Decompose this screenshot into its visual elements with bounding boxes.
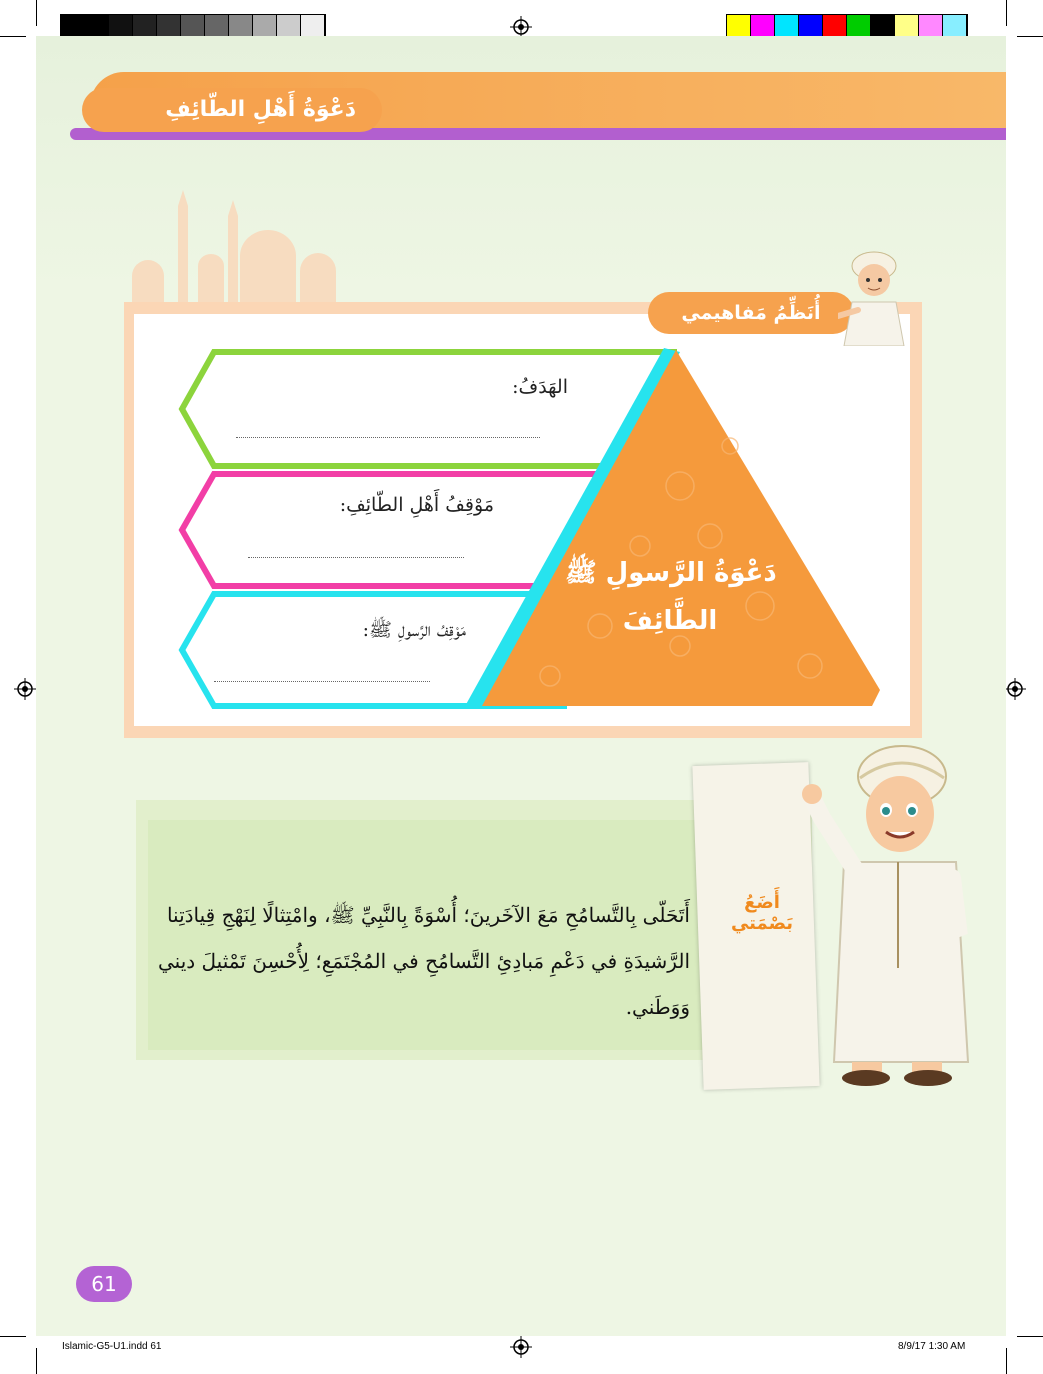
page-number: 61: [76, 1266, 132, 1302]
stamp-paragraph: [152, 892, 690, 1030]
boy-character-icon: [838, 246, 916, 346]
footer-date: 8/9/17 1:30 AM: [898, 1341, 966, 1352]
triangle-title-line1: دَعْوَةُ الرَّسولِ ﷺ: [565, 558, 777, 588]
stamp-line-2: الرَّشيدَةِ في دَعْمِ مَبادِئِ التَّسامُحِ في المُجْتَمَعِ؛ لِأُحْسِنَ تَمْثيلَ ديني وَوَطَني.: [157, 949, 690, 1019]
triangle-title-line2: الطَّائِفَ: [622, 606, 718, 636]
registration-mark-top: [510, 16, 532, 38]
crop-mark: [36, 1348, 37, 1374]
prophet-stance-label: مَوْقِفُ الرَّسولِ ﷺ:: [362, 619, 466, 641]
concept-triangle: [460, 346, 886, 710]
goal-label: الهَدَفُ:: [512, 376, 568, 398]
mosque-silhouette-decoration: [128, 186, 368, 306]
registration-mark-bottom: [510, 1336, 532, 1358]
footer-filename: Islamic-G5-U1.indd 61: [62, 1341, 162, 1352]
taif-people-answer-line[interactable]: [248, 556, 464, 558]
stamp-heading: أَضَعُ بَصْمَتي: [730, 892, 794, 934]
registration-mark-left: [14, 678, 36, 700]
crop-mark: [0, 1336, 26, 1337]
prophet-answer-line[interactable]: [214, 680, 430, 682]
organize-concepts-badge: أُنَظِّمُ مَفاهيمي: [648, 292, 854, 334]
page-title: دَعْوَةُ أَهْلِ الطّائِفِ: [165, 97, 356, 122]
goal-answer-line[interactable]: [236, 436, 540, 438]
crop-mark: [1017, 1336, 1043, 1337]
crop-mark: [1017, 36, 1043, 37]
crop-mark: [1006, 1348, 1007, 1374]
stamp-line-1: أَتَحَلّى بِالتَّسامُحِ مَعَ الآخَرينَ؛ أُسْوَةً بِالنَّبِيِّ ﷺ، وامْتِثالًا لِنَهْجِ قِيادَتِنا: [166, 903, 690, 927]
crop-mark: [1006, 0, 1007, 26]
crop-mark: [0, 36, 26, 37]
registration-mark-right: [1004, 678, 1026, 700]
taif-people-label: مَوْقِفُ أَهْلِ الطّائِفِ:: [339, 494, 494, 516]
crop-mark: [36, 0, 37, 26]
boy-pointing-illustration: [782, 738, 972, 1090]
